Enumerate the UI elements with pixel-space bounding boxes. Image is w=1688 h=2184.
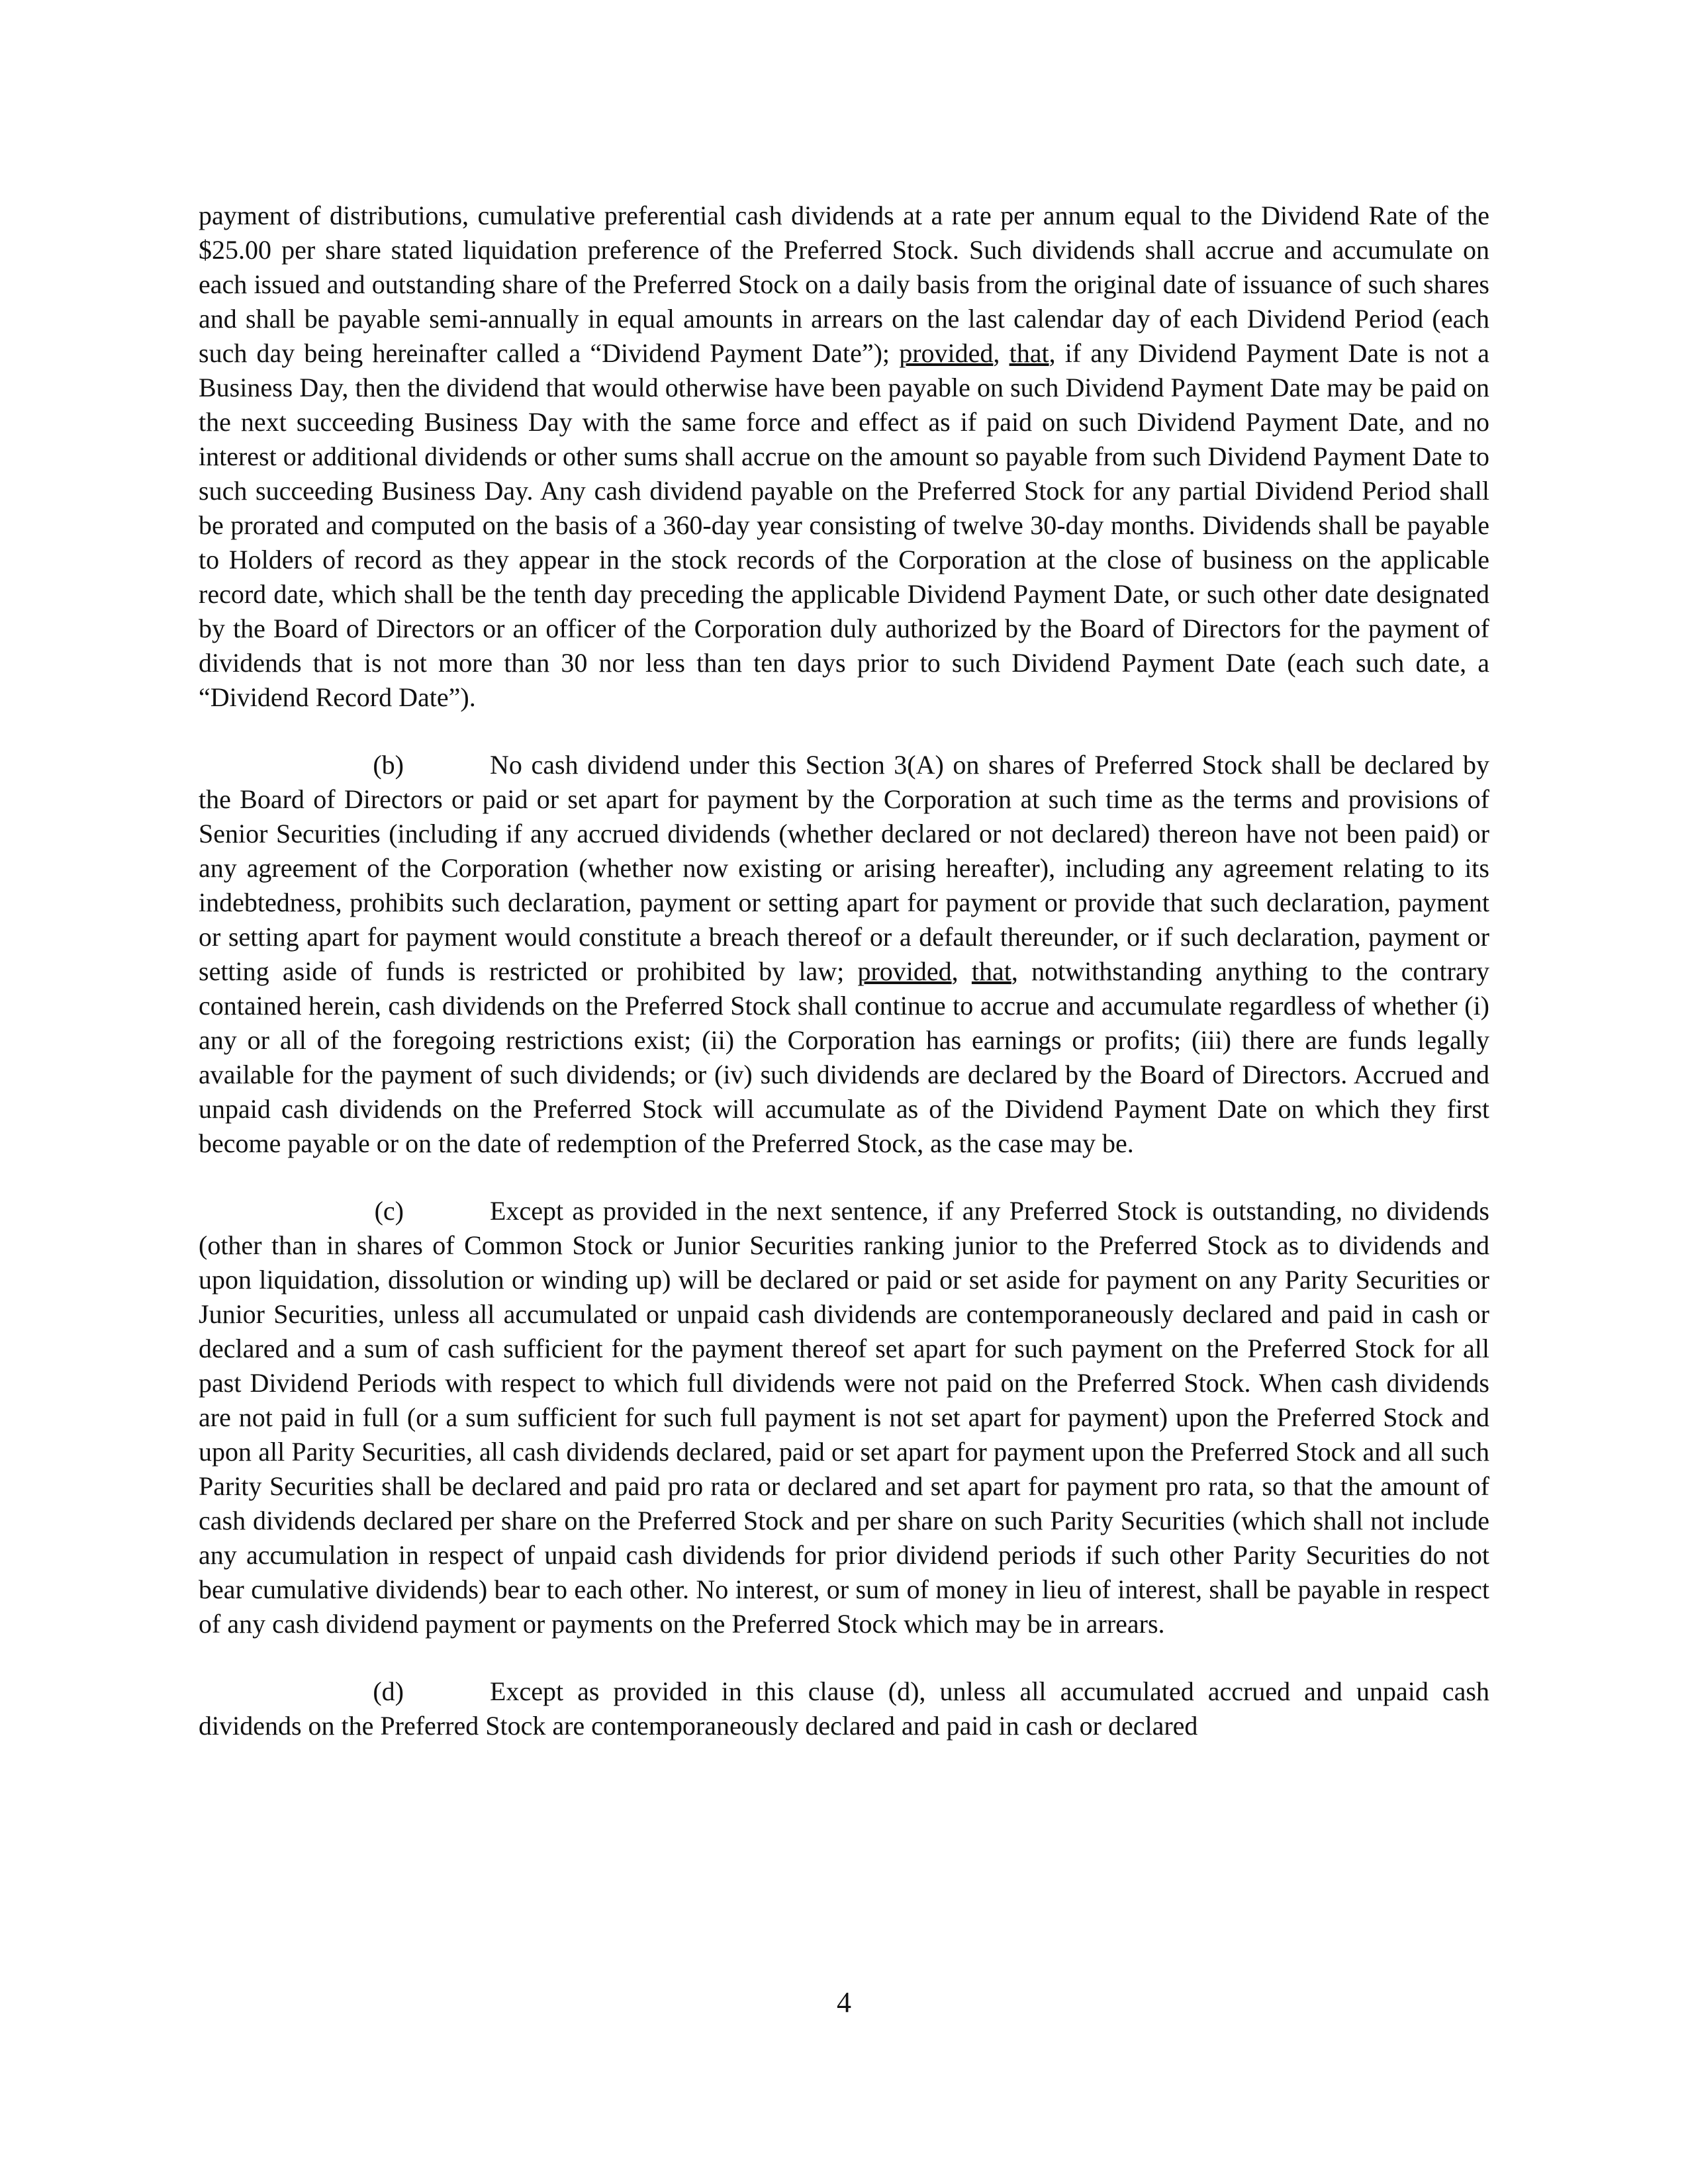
underlined-term-provided: provided: [857, 956, 952, 986]
clause-label-text: (b): [373, 750, 404, 780]
clause-label-text: (d): [373, 1676, 404, 1706]
underlined-term-that: that: [1009, 338, 1049, 368]
clause-label-text: (c): [374, 1196, 404, 1226]
paragraph-text: , notwithstanding anything to the contrary contained herein, cash dividends on the Preferred Stock shall continue to accrue and accumulate regardless of whether (i) any or all of the foregoing restrictions exist; (ii) the Corporation has earnings or profits; (iii) there are funds legally available for the payment of such dividends; or (iv) such dividends are declared by the Board of Directors. Accrued and unpaid cash dividends on the Preferred Stock will accumulate as of the Dividend Payment Date on which they first become payable or on the date of redemption of the Preferred Stock, as the case may be.: [199, 956, 1490, 1158]
paragraph-text: , if any Dividend Payment Date is not a Business Day, then the dividend that would otherwise have been payable on such Dividend Payment Date may be paid on the next succeeding Business Day with the same force and effect as if paid on such Dividend Payment Date, and no interest or additional dividends or other sums shall accrue on the amount so payable from such Dividend Payment Date to such succeeding Business Day. Any cash dividend payable on the Preferred Stock for any partial Dividend Period shall be prorated and computed on the basis of a 360-day year consisting of twelve 30-day months. Dividends shall be payable to Holders of record as they appear in the stock records of the Corporation at the close of business on the applicable record date, which shall be the tenth day preceding the applicable Dividend Payment Date, or such other date designated by the Board of Directors or an officer of the Corporation duly authorized by the Board of Directors for the payment of dividends that is not more than 30 nor less than ten days prior to such Dividend Payment Date (each such date, a “Dividend Record Date”).: [199, 338, 1490, 712]
document-page: [199, 199, 1489, 1776]
paragraph-b: [199, 748, 1489, 1161]
separator: ,: [951, 956, 972, 986]
underlined-term-provided: provided: [899, 338, 994, 368]
paragraph-d: [199, 1674, 1489, 1743]
paragraph-dividend-accrual: [199, 199, 1489, 715]
paragraph-text: payment of distributions, cumulative preferential cash dividends at a rate per annum equal to the Dividend Rate of the $25.00 per share stated liquidation preference of the Preferred Stock. Such dividends shall accrue and accumulate on each issued and outstanding share of the Preferred Stock on a daily basis from the original date of issuance of such shares and shall be payable semi-annually in equal amounts in arrears on the last calendar day of each Dividend Period (each such day being hereinafter called a “Dividend Payment Date”);: [199, 201, 1489, 368]
separator: ,: [993, 338, 1009, 368]
clause-label-d: [199, 1674, 490, 1709]
clause-label-b: [199, 748, 490, 782]
underlined-term-that: that: [971, 956, 1011, 986]
paragraph-text: Except as provided in this clause (d), unless all accumulated accrued and unpaid cash dividends on the Preferred Stock are contemporaneously declared and paid in cash or declared: [199, 1676, 1489, 1741]
clause-label-c: [199, 1194, 490, 1228]
paragraph-c: [199, 1194, 1489, 1641]
paragraph-text: No cash dividend under this Section 3(A) on shares of Preferred Stock shall be declared by the Board of Directors or paid or set apart for payment by the Corporation at such time as the terms and provisions of Senior Securities (including if any accrued dividends (whether declared or not declared) thereon have not been paid) or any agreement of the Corporation (whether now existing or arising hereafter), including any agreement relating to its indebtedness, prohibits such declaration, payment or setting apart for payment or provide that such declaration, payment or setting apart for payment would constitute a breach thereof or a default thereunder, or if such declaration, payment or setting aside of funds is restricted or prohibited by law;: [199, 750, 1489, 986]
paragraph-text: Except as provided in the next sentence, if any Preferred Stock is outstanding, no dividends (other than in shares of Common Stock or Junior Securities ranking junior to the Preferred Stock as to dividends and upon liquidation, dissolution or winding up) will be declared or paid or set aside for payment on any Parity Securities or Junior Securities, unless all accumulated or unpaid cash dividends are contemporaneously declared and paid in cash or declared and a sum of cash sufficient for the payment thereof set apart for such payment on the Preferred Stock for all past Dividend Periods with respect to which full dividends were not paid on the Preferred Stock. When cash dividends are not paid in full (or a sum sufficient for such full payment is not set apart for payment) upon the Preferred Stock and upon all Parity Securities, all cash dividends declared, paid or set apart for payment upon the Preferred Stock and all such Parity Securities shall be declared and paid pro rata or declared and set apart for payment pro rata, so that the amount of cash dividends declared per share on the Preferred Stock and per share on such Parity Securities (which shall not include any accumulation in respect of unpaid cash dividends for prior dividend periods if such other Parity Securities do not bear cumulative dividends) bear to each other. No interest, or sum of money in lieu of interest, shall be payable in respect of any cash dividend payment or payments on the Preferred Stock which may be in arrears.: [199, 1196, 1489, 1639]
page-number: 4: [837, 1986, 851, 2019]
